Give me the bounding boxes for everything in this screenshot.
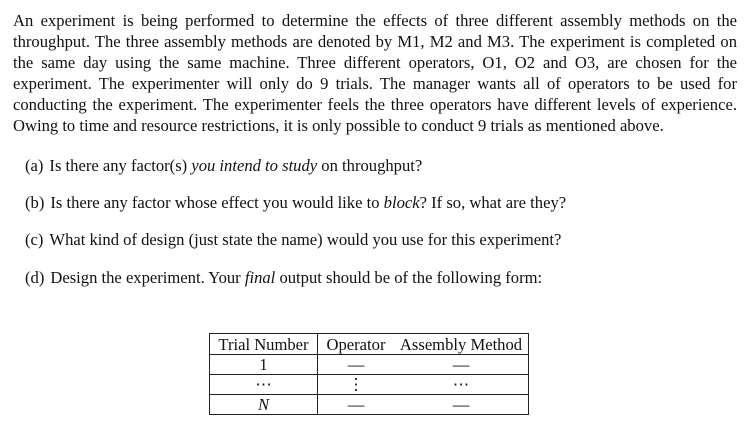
table-row: [210, 375, 529, 395]
header-trial-number: Trial Number: [210, 334, 318, 355]
question-a-label: (a): [25, 155, 44, 175]
cell-trial: ⋯: [210, 375, 318, 395]
question-b-text-before: Is there any factor whose effect you would like to: [50, 192, 384, 212]
question-d-text-after: output should be of the following form:: [275, 267, 543, 287]
question-d-emphasis: final: [244, 267, 276, 287]
question-a: [25, 156, 737, 193]
cell-trial: [210, 395, 318, 415]
question-b-label: (b): [25, 192, 45, 212]
question-a-emphasis: you intend to study: [191, 155, 318, 175]
cell-operator: ⋮: [318, 375, 395, 395]
cell-trial: 1: [210, 355, 318, 375]
table-header-row: [210, 334, 529, 355]
question-c-label: (c): [25, 230, 44, 250]
output-format-table: [209, 333, 529, 415]
cell-method: —: [394, 395, 529, 415]
question-list: [13, 156, 737, 306]
table-row: [210, 355, 529, 375]
question-d: [25, 268, 737, 305]
cell-trial-n: N: [257, 395, 270, 414]
question-a-text-after: on throughput?: [317, 155, 423, 175]
problem-page: [13, 10, 737, 305]
question-b-text-after: ? If so, what are they?: [419, 192, 567, 212]
question-c-text: What kind of design (just state the name) would you use for this experiment?: [49, 230, 562, 250]
question-a-text-before: Is there any factor(s): [49, 155, 192, 175]
header-assembly-method: Assembly Method: [394, 334, 529, 355]
cell-operator: —: [318, 395, 395, 415]
question-b-emphasis: block: [383, 192, 420, 212]
output-table-container: [209, 333, 529, 415]
cell-operator: —: [318, 355, 395, 375]
question-c: [25, 230, 737, 267]
cell-method: ⋯: [394, 375, 529, 395]
cell-method: —: [394, 355, 529, 375]
problem-intro: An experiment is being performed to determine the effects of three different assembly methods on the throughput. The three assembly methods are denoted by M1, M2 and M3. The experiment is completed on the same day using the same machine. Three different operators, O1, O2 and O3, are chosen for the experiment. The experimenter will only do 9 trials. The manager wants all of operators to be used for conducting the experiment. The experimenter feels the three operators have different levels of experience. Owing to time and resource restrictions, it is only possible to conduct 9 trials as mentioned above.: [13, 11, 737, 136]
table-row: [210, 395, 529, 415]
question-d-text-before: Design the experiment. Your: [50, 267, 245, 287]
question-d-label: (d): [25, 267, 45, 287]
header-operator: Operator: [318, 334, 395, 355]
question-b: [25, 193, 737, 230]
